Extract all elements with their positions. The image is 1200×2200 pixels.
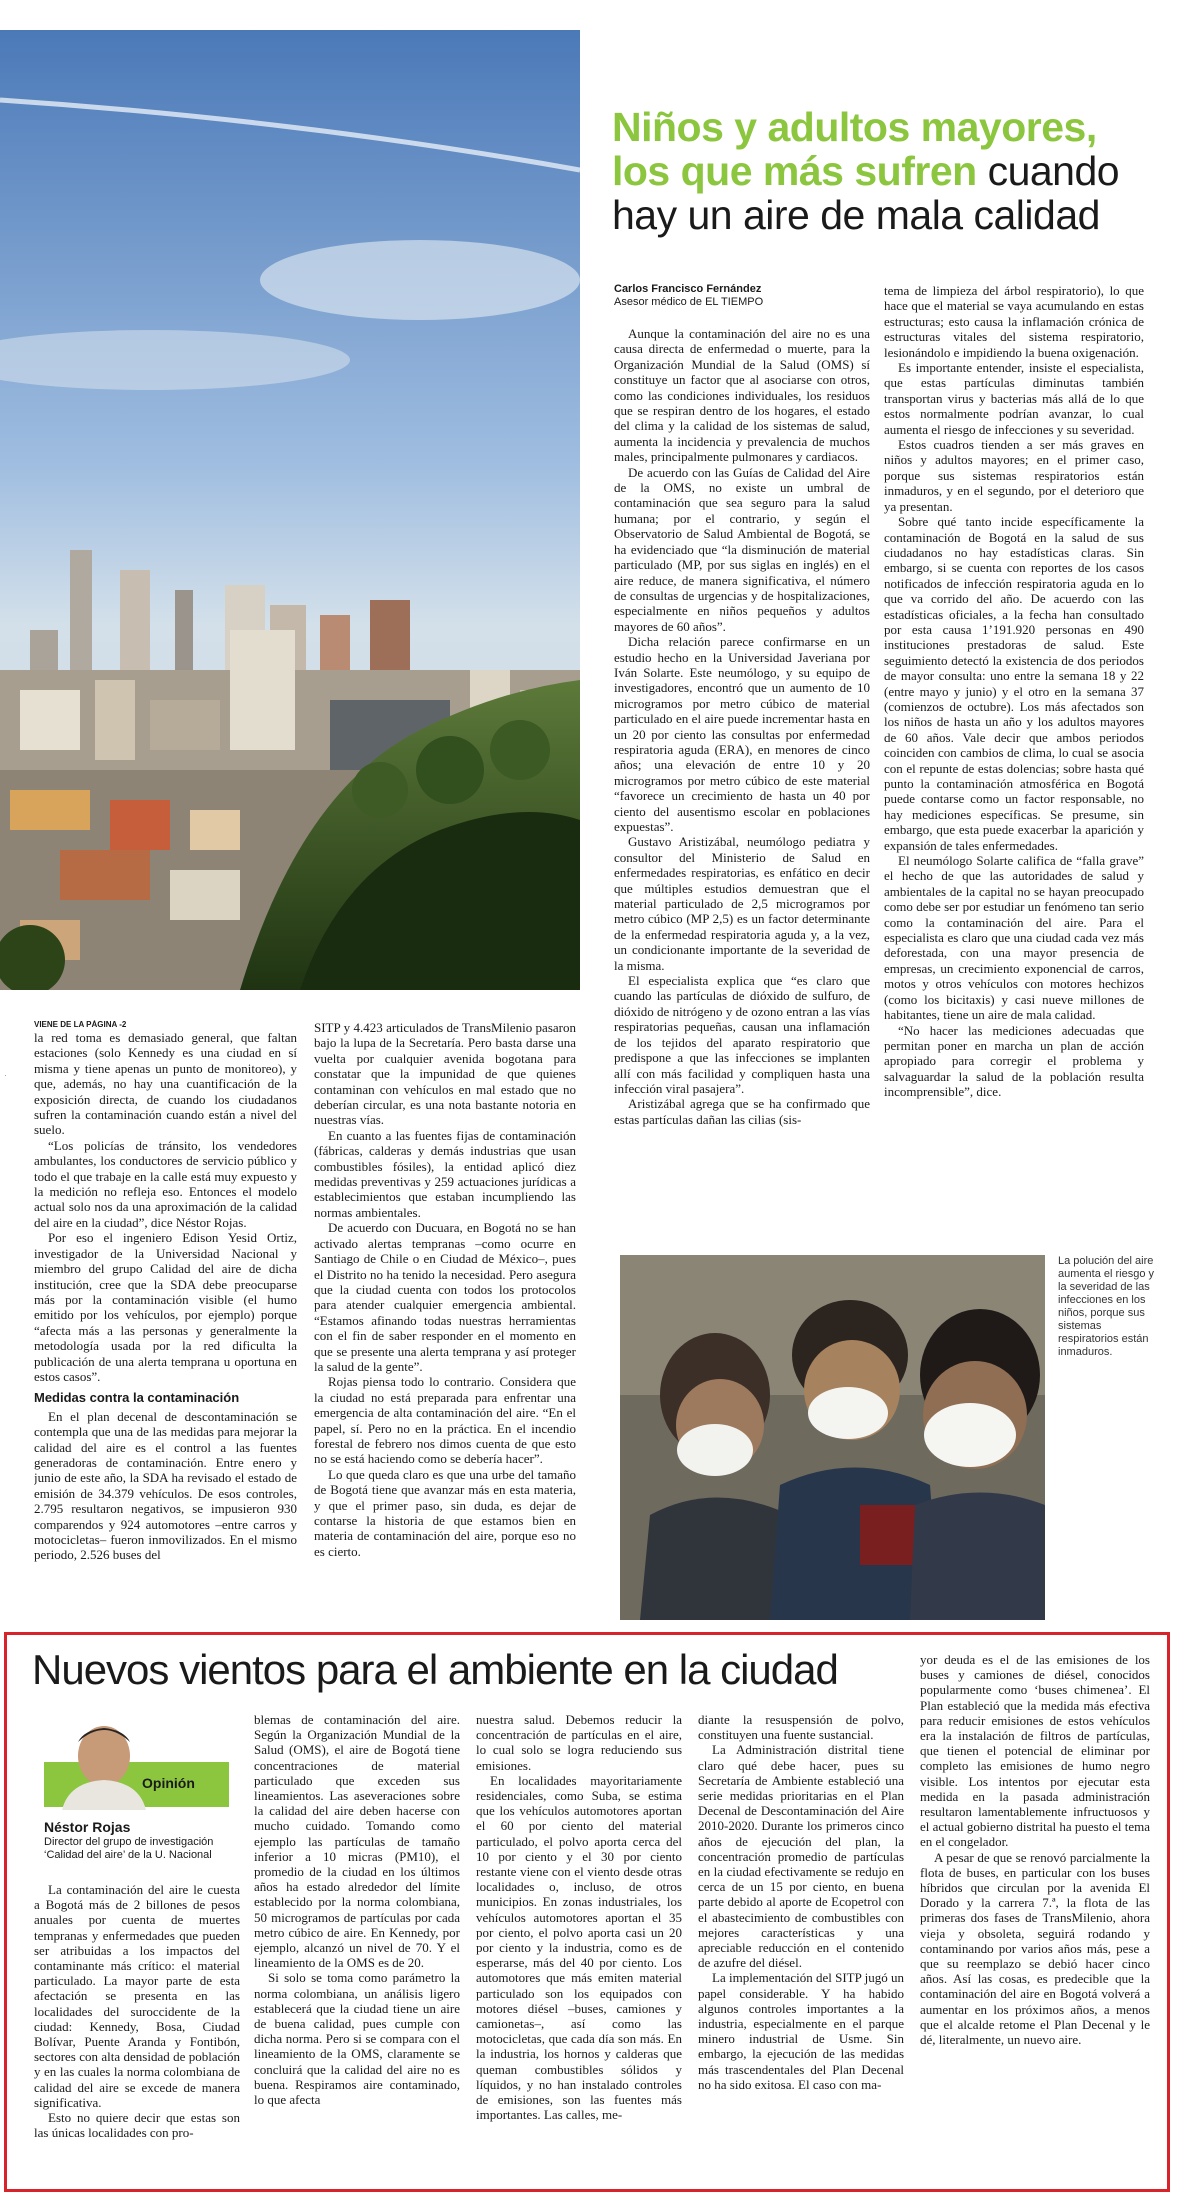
paragraph: Esto no quiere decir que estas son las únicas localidades con pro- — [34, 2110, 240, 2141]
opinion-author-name: Néstor Rojas — [44, 1819, 131, 1835]
paragraph: Gustavo Aristizábal, neumólogo pediatra y consultor del Ministerio de Salud en enfermedades respiratorias, es enfático en decir que múltiples estudios demuestran que el material particulado de 2,5 microgramos por metro cúbico (MP 2,5) es un factor determinante de la enfermedad respiratoria aguda y, a la vez, un condicionante importante de la severidad de la misma. — [614, 834, 870, 973]
paragraph: Aunque la contaminación del aire no es una causa directa de enfermedad o muerte, para la Organización Mundial de la Salud (OMS) sí constituye un factor que al asociarse con otros, como las condiciones individuales, los residuos que se respiran dentro de los hogares, el estado del clima y la calidad de los sistemas de salud, aumenta la incidencia y prevalencia de muchos males, principalmente pulmonares y cardiacos. — [614, 326, 870, 465]
paragraph: De acuerdo con las Guías de Calidad del Aire de la OMS, no existe un umbral de contaminación que sea seguro para la salud humana; por el contrario, y según el Observatorio de Salud Ambiental de Bogotá, se ha evidenciado que “la disminución de material particulado (MP, por sus siglas en inglés) en el aire reduce, de manera significativa, el número de consultas de urgencias y de hospitalizaciones, especialmente en niños pequeños y adultos mayores de 60 años”. — [614, 464, 870, 634]
paragraph: La Administración distrital tiene claro qué debe hacer, pues su Secretaría de Ambiente estableció una serie medidas prioritarias en el Plan Decenal de Descontaminación del Aire 2010-2020. Durante los primeros cinco años de ejecución del plan, la concentración promedio de partículas en la ciudad efectivamente se redujo en cerca de un 15 por ciento, en buena parte debido al aporte de Ecopetrol con el abastecimiento de combustibles con mejores características y una apreciable reducción en el contenido de azufre del diésel. — [698, 1742, 904, 1971]
children-with-masks-photo — [620, 1255, 1045, 1620]
paragraph: nuestra salud. Debemos reducir la concentración de partículas en el aire, lo cual solo se logra reduciendo sus emisiones. — [476, 1712, 682, 1773]
article-byline — [614, 283, 854, 309]
paragraph: La implementación del SITP jugó un papel considerable. Y ha habido algunos controles importantes a la industria, especialmente en el parque minero industrial de Usme. Sin embargo, la ejecución de las medidas más trascendentales del Plan Decenal no ha sido exitosa. El caso con ma- — [698, 1970, 904, 2092]
jump-label: VIENE DE LA PÁGINA -2 — [34, 1020, 127, 1029]
paragraph: En localidades mayoritariamente residenciales, como Suba, se estima que los vehículos automotores aportan el 60 por ciento del material particulado, el polvo aporta cerca del 10 por ciento y el 30 por ciento restante viene con el viento desde otras localidades o, incluso, de otros municipios. En zonas industriales, los vehículos automotores aportan el 35 por ciento, el polvo aporta casi un 20 por ciento y la industria, como es de esperarse, más del 40 por ciento. Los automotores que más emiten material particulado son los equipados con motores diésel –buses, camiones y camionetas–, así como las motocicletas, que cada día son más. En la industria, los hornos y calderas que queman combustibles sólidos y líquidos, y no han instalado controles de emisiones, son las fuentes más importantes. Las calles, me- — [476, 1772, 682, 2123]
paragraph: Si solo se toma como parámetro la norma colombiana, un análisis ligero establecerá que la ciudad tiene un aire de buena calidad, pues cumple con dicha norma. Pero si se compara con el lineamiento de la OMS, claramente se concluirá que la calidad del aire no es buena. Respiramos aire contaminado, lo que afecta — [254, 1970, 460, 2108]
paragraph: la red toma es demasiado general, que faltan estaciones (solo Kennedy es una ciudad en sí misma y tiene apenas un punto de monitoreo), y que, además, no hay una cuantificación de la exposición directa, de cuando los ciudadanos sufren la contaminación cuando están a nivel del suelo. — [34, 1030, 297, 1138]
paragraph: En cuanto a las fuentes fijas de contaminación (fábricas, calderas y demás industrias que usan combustibles fósiles), la entidad aplicó diez medidas preventivas y 259 actuaciones jurídicas a establecimientos que estaban incumpliendo las normas ambientales. — [314, 1127, 576, 1220]
opinion-column-3 — [476, 1712, 682, 2184]
paragraph: Sobre qué tanto incide específicamente la contaminación de Bogotá en la salud de sus ciudadanos no hay estadísticas claras. Sin embargo, si se cuenta con reportes de los casos notificados de infección respiratoria aguda en lo que va corrido del año. De acuerdo con las estadísticas oficiales, a la fecha han consultado por esta causa 1’191.920 personas en 490 instituciones prestadoras de salud. Este seguimiento detectó la existencia de dos periodos de mayor consulta: uno entre la semana 18 y 22 (entre mayo y junio) y el otro en la semana 37 (comienzos de octubre). Los más afectados son los niños de hasta un año y los adultos mayores de 60 años. Vale decir que ambos periodos coinciden con cambios de clima, lo cual se asocia con el repunte de estas dolencias; sobre hasta qué punto la contaminación atmosférica en Bogotá puede contarse como un factor responsable, no hay mediciones específicas. Se presume, sin embargo, que esta puede exacerbar la aparición y expansión de tales enfermedades. — [884, 514, 1144, 853]
opinion-column-4 — [698, 1712, 904, 2184]
paragraph: tema de limpieza del árbol respiratorio), lo que hace que el material se vaya acumulando en estas estructuras; esto causa la inflamación crónica de estructuras vitales del sistema respiratorio, lesionándolo e impidiendo la buena oxigenación. — [884, 283, 1144, 360]
paragraph: Lo que queda claro es que una urbe del tamaño de Bogotá tiene que avanzar más en esta materia, y que el primer paso, sin duda, es dejar de contarse la historia de que estamos bien en materia de contaminación del aire, porque eso no es cierto. — [314, 1466, 576, 1559]
paragraph: Aristizábal agrega que se ha confirmado que estas partículas dañan las cilias (sis- — [614, 1096, 870, 1127]
paragraph: SITP y 4.423 articulados de TransMilenio pasaron bajo la lupa de la Secretaría. Pero basta darse una vuelta por cualquier avenida bogotana para constatar que la impunidad de que quienes contaminan con vehículos en mal estado que no deberían circular, es una nota bastante notoria en nuestras vías. — [314, 1020, 576, 1128]
opinion-author — [44, 1818, 244, 1862]
headline-part1: Niños y adultos mayores, — [612, 104, 1097, 150]
opinion-column-2 — [254, 1712, 460, 2184]
paragraph: El neumólogo Solarte califica de “falla grave” el hecho de que las autoridades de salud y ambientales de la capital no se hayan preocupado como debe ser por estudiar un fenómeno tan serio como la contaminación del aire. Para el especialista es claro que una ciudad cada vez más deforestada, con una mayor presencia de empresas, un crecimiento exponencial de carros, motos y otros vehículos con motores hechizos (como los bicitaxis) y casi nueve millones de habitantes, tiene un aire de mala calidad. — [884, 853, 1144, 1023]
opinion-column-5 — [920, 1652, 1150, 2184]
opinion-badge-label: Opinión — [142, 1775, 195, 1791]
paragraph: blemas de contaminación del aire. Según la Organización Mundial de la Salud (OMS), el aire de Bogotá tiene concentraciones de material particulado que exceden sus lineamientos. Las aseveraciones sobre la calidad del aire deben hacerse con mucho cuidado. Tomando como ejemplo las partículas de tamaño inferior a 10 micras (PM10), el promedio de la ciudad en los últimos años ha estado alrededor del límite establecido por la norma colombiana, 50 microgramos de partículas por cada metro cúbico de aire. En Kennedy, por ejemplo, alcanzó un nivel de 70. Y el lineamiento de la OMS es de 20. — [254, 1712, 460, 1971]
subheading: Medidas contra la contaminación — [34, 1390, 240, 1406]
page-margin-mark: · — [4, 1070, 7, 1080]
article-headline — [612, 105, 1172, 237]
paragraph: Dicha relación parece confirmarse en un estudio hecho en la Universidad Javeriana por Iván Solarte. Este neumólogo, y su equipo de investigadores, encontró que un aumento de 10 microgramos por metro cúbico de material particulado en el aire puede incrementar hasta en un 20 por ciento las consultas por enfermedad respiratoria aguda (ERA), en menores de cinco años; una elevación de entre 10 y 20 microgramos por metro cúbico de este material “favorece un crecimiento de hasta un 40 por ciento del ausentismo escolar en poblaciones expuestas”. — [614, 634, 870, 834]
paragraph: Por eso el ingeniero Edison Yesid Ortiz, investigador de la Universidad Nacional y miembro del grupo Calidad del aire de dicha institución, cree que la SDA debe preocuparse más por la contaminación visible (el humo emitido por los vehículos, por ejemplo) porque “afecta más a las personas y generalmente la metodología usada por la red dificulta la publicación de una alerta temprana u oportuna en estos casos”. — [34, 1230, 297, 1384]
opinion-column-1 — [34, 1882, 240, 2184]
paragraph: “No hacer las mediciones adecuadas que permitan poner en marcha un plan de acción apropiado para corregir el problema y salvaguardar la salud de la población resulta incomprensible”, dice. — [884, 1022, 1144, 1100]
paragraph: En el plan decenal de descontaminación se contempla que una de las medidas para mejorar la calidad del aire es el control a las fuentes generadoras de contaminación. Entre enero y junio de este año, la SDA ha revisado el estado de emisión de 34.379 vehículos. De esos controles, 2.795 resultaron negativos, se impusieron 930 comparendos y 924 automotores –entre carros y motocicletas– fueron inmovilizados. En el mismo periodo, 2.526 buses del — [34, 1408, 297, 1563]
article-column-2 — [884, 283, 1144, 1248]
paragraph: Rojas piensa todo lo contrario. Considera que la ciudad no está preparada para enfrentar una emergencia de alta contaminación del aire. “En el papel, sí. Pero no en la práctica. En el incendio forestal de febrero nos dimos cuenta de que esto no se está haciendo como se debería hacer”. — [314, 1374, 576, 1467]
paragraph: “Los policías de tránsito, los vendedores ambulantes, los conductores de servicio público y todo el que trabaje en la calle está muy expuesto y la medición no refleja eso. Entonces el modelo actual solo nos da una aproximación de la calidad del aire en la ciudad”, dice Néstor Rojas. — [34, 1137, 297, 1230]
paragraph: El especialista explica que “es claro que cuando las partículas de dióxido de sulfuro, de dióxido de nitrógeno y de ozono entran a las vías respiratorias pequeñas, causan una inflamación de los tejidos del aparato respiratorio que predispone a que las infecciones se implanten allí con más facilidad y compliquen hasta una infección viral pasajera”. — [614, 973, 870, 1096]
byline-role: Asesor médico de EL TIEMPO — [614, 296, 764, 308]
opinion-badge — [44, 1720, 229, 1810]
paragraph: De acuerdo con Ducuara, en Bogotá no se han activado alertas tempranas –como ocurre en Santiago de Chile o en Ciudad de México–, pues el Distrito no ha tenido la necesidad. Pero asegura que la ciudad cuenta con todos los protocolos para atender cualquier emergencia ambiental. “Estamos afinando todas nuestras herramientas con el fin de saber responder en el momento en que se presente una alerta temprana y así proteger la salud de la gente”. — [314, 1220, 576, 1374]
city-skyline-photo — [0, 30, 580, 990]
headline-part2: los que más sufren — [612, 148, 977, 194]
opinion-author-role: Director del grupo de investigación ‘Calidad del aire’ de la U. Nacional — [44, 1836, 214, 1861]
article-column-1 — [614, 326, 870, 1248]
paragraph: yor deuda es el de las emisiones de los buses y camiones de diésel, conocidos popularmente como ‘buses chimenea’. El Plan estableció que la medida más efectiva para reducir emisiones de estos vehículos era la instalación de filtros de partículas, que tienen el potencial de eliminar por completo las emisiones de humo negro visible. Los intentos por ejecutar esta medida en la pasada administración resultaron lamentablemente infructuosos y el actual gobierno distrital ha puesto el tema en el congelador. — [920, 1652, 1150, 1850]
paragraph: Es importante entender, insiste el especialista, que estas partículas diminutas también transportan virus y bacterias más allá de lo que estos normalmente podrían avanzar, lo cual aumenta el riesgo de infecciones y su severidad. — [884, 360, 1144, 437]
continuation-column-2 — [314, 1020, 576, 1632]
headline-part4: hay un aire de mala calidad — [612, 192, 1100, 238]
paragraph: Estos cuadros tienden a ser más graves en niños y adultos mayores; en el primer caso, porque sus sistemas respiratorios están inmaduros, y en el segundo, por el deterioro que ya presentan. — [884, 437, 1144, 514]
opinion-title: Nuevos vientos para el ambiente en la ciudad — [32, 1646, 838, 1693]
paragraph: A pesar de que se renovó parcialmente la flota de buses, en particular con los buses híbridos que circulan por la avenida El Dorado y la carrera 7.ª, la flota de las primeras dos fases de TransMilenio, ahora vieja y obsoleta, seguirá rodando y contaminando por varios años más, pese a que su reemplazo se debió hacer cinco años. Así las cosas, es predecible que la contaminación del aire en Bogotá volverá a aumentar en los próximos años, a menos que el alcalde retome el Plan Decenal y le dé, literalmente, un nuevo aire. — [920, 1849, 1150, 2048]
byline-author: Carlos Francisco Fernández — [614, 283, 762, 295]
photo-caption: La polución del aire aumenta el riesgo y la severidad de las infecciones en los niños, porque sus sistemas respiratorios están inmaduros. — [1058, 1255, 1154, 1358]
paragraph: diante la resuspensión de polvo, constituyen una fuente sustancial. — [698, 1712, 904, 1743]
headline-part3: cuando — [976, 148, 1120, 194]
paragraph: La contaminación del aire le cuesta a Bogotá más de 2 billones de pesos anuales por cuenta de muertes tempranas y enfermedades que pueden ser atribuidas a los impactos del contaminante más crítico: el material particulado. La mayor parte de esta afectación se presenta en las localidades del suroccidente de la ciudad: Kennedy, Bosa, Ciudad Bolívar, Puente Aranda y Fontibón, sectores con alta densidad de población y en las cuales la norma colombiana de calidad del aire se excede de manera significativa. — [34, 1882, 240, 2110]
continuation-column-1 — [34, 1020, 297, 1632]
